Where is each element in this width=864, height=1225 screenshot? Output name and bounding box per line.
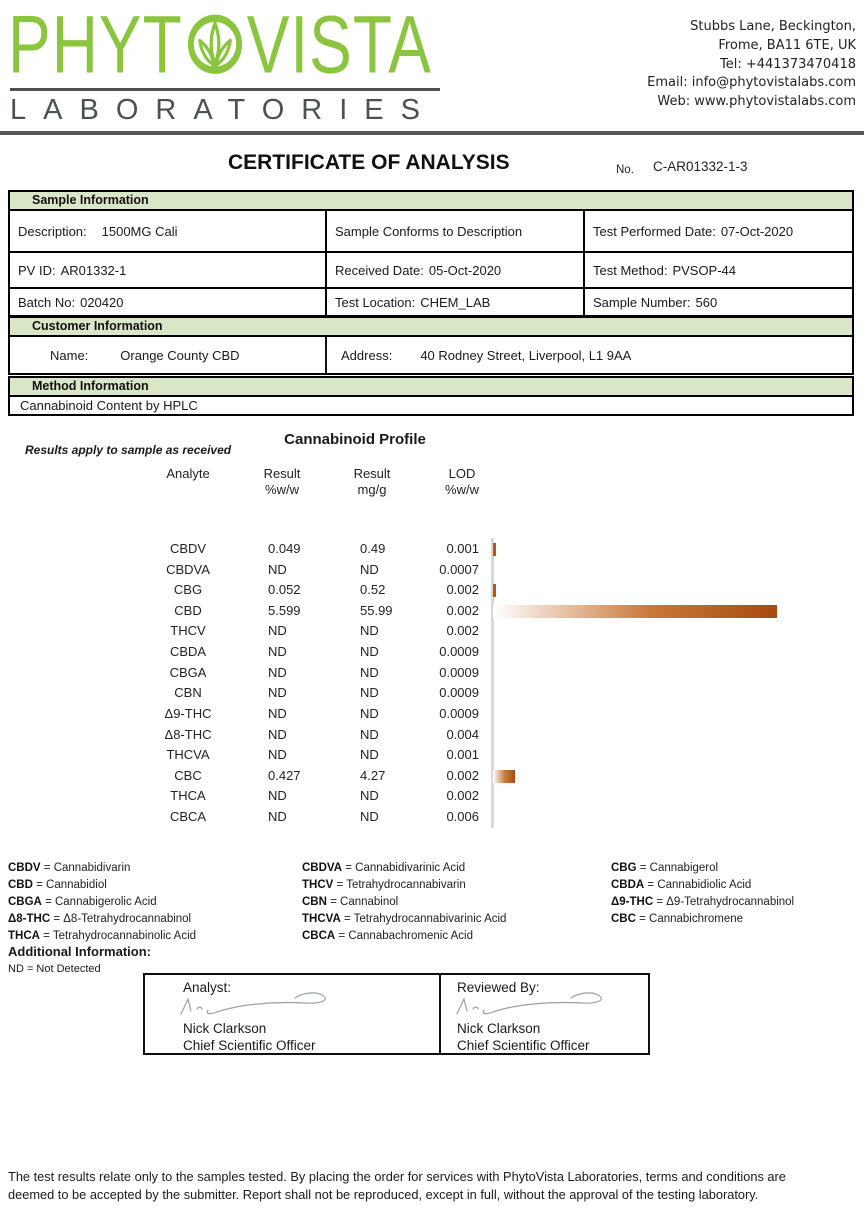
nd-not-detected-note: ND = Not Detected <box>8 963 101 975</box>
result-mgg-value: ND <box>360 788 379 804</box>
profile-row-CBDVA <box>0 562 864 582</box>
profile-row-THCA <box>0 788 864 808</box>
test-performed-date-value: 07-Oct-2020 <box>720 223 794 239</box>
column-header-analyte-line1: Analyte <box>166 466 210 481</box>
analyte-name: CBC <box>174 767 202 783</box>
lod-value: 0.0009 <box>439 664 479 680</box>
lab-contact-info <box>647 18 856 112</box>
column-header-analyte <box>140 466 236 482</box>
customer-name-cell <box>10 337 325 373</box>
abbreviation-name: = Cannabidiolic Acid <box>644 878 752 891</box>
abbreviation-name: = Tetrahydrocannabivarin <box>333 878 466 891</box>
abbreviation-key-column-3 <box>611 860 794 928</box>
profile-row-CBDA <box>0 644 864 664</box>
lod-value: 0.0009 <box>439 644 479 660</box>
conforms-cell <box>325 211 583 251</box>
abbreviation-code: Δ8-THC <box>8 912 51 925</box>
result-pct-value: 0.049 <box>268 541 301 556</box>
abbreviation-THCVA <box>302 911 506 928</box>
customer-address-label: Address: <box>341 347 393 363</box>
profile-row-CBC <box>0 768 864 788</box>
result-bar-CBG <box>493 584 496 597</box>
lod-value: 0.0009 <box>439 705 479 721</box>
lod-value: 0.001 <box>446 747 479 763</box>
abbreviation-name: = Cannabidiol <box>32 878 107 891</box>
certificate-number: C-AR01332-1-3 <box>653 159 748 174</box>
test-method-value: PVSOP-44 <box>672 262 737 278</box>
contact-line-4: Email: info@phytovistalabs.com <box>647 75 856 91</box>
analyst-signature-icon <box>175 990 355 1020</box>
abbreviation-code: CBCA <box>302 929 336 942</box>
description-label: Description: <box>18 223 87 239</box>
abbreviation-name: = Cannabidivarinic Acid <box>342 862 466 874</box>
reviewed-by-label: Reviewed By: <box>457 980 540 995</box>
method-information-table <box>8 376 854 416</box>
abbreviation-CBC <box>611 911 794 928</box>
sample-number-cell <box>583 287 852 315</box>
logo-subtitle-laboratories: LABORATORIES <box>10 88 440 127</box>
column-header-lod <box>430 466 494 498</box>
result-pct-value: ND <box>268 747 287 763</box>
test-location-label: Test Location: <box>335 294 416 310</box>
analyte-name: CBCA <box>169 809 207 825</box>
result-pct-value: ND <box>268 664 287 680</box>
result-mgg-value: ND <box>360 747 379 763</box>
abbreviation-code: CBC <box>611 912 636 925</box>
page-title: CERTIFICATE OF ANALYSIS <box>228 151 510 174</box>
analyte-name: CBDVA <box>166 561 210 577</box>
result-mgg-value: ND <box>360 623 379 639</box>
abbreviation-code: CBD <box>8 878 33 891</box>
abbreviation-name: = Cannabigerol <box>636 862 719 874</box>
result-mgg-value: ND <box>360 726 379 742</box>
abbreviation-CBDA <box>611 877 794 894</box>
abbreviation-CBGA <box>8 894 196 911</box>
test-performed-date-label: Test Performed Date: <box>593 223 716 239</box>
phytovista-logo <box>8 0 432 91</box>
lod-value: 0.002 <box>446 767 479 783</box>
abbreviation-CBN <box>302 894 506 911</box>
analyte-name: Δ9-THC <box>164 705 212 721</box>
profile-row-CBGA <box>0 665 864 685</box>
lod-value: 0.006 <box>446 809 479 825</box>
column-header-result-mgg <box>340 466 404 498</box>
abbreviation-name: = Tetrahydrocannabinolic Acid <box>39 929 197 942</box>
signature-box <box>143 973 650 1055</box>
sample-information-heading: Sample Information <box>10 192 852 211</box>
abbreviation-code: THCA <box>8 929 40 942</box>
analyte-name: THCVA <box>166 747 210 763</box>
cannabinoid-profile-title: Cannabinoid Profile <box>284 431 426 448</box>
profile-row-CBN <box>0 685 864 705</box>
batch-no-value: 020420 <box>80 294 124 310</box>
analyst-label: Analyst: <box>183 980 232 995</box>
sample-information-grid <box>10 211 852 315</box>
column-header-result-pct-line1: Result <box>263 466 301 481</box>
abbreviation-code: THCVA <box>302 912 341 925</box>
additional-information-heading: Additional Information: <box>8 944 151 959</box>
customer-name-label: Name: <box>50 347 89 363</box>
abbreviation-code: CBN <box>302 895 327 908</box>
result-pct-value: 0.427 <box>268 767 301 783</box>
abbreviation-name: = Tetrahydrocannabivarinic Acid <box>340 912 507 925</box>
column-header-result-mgg-line2: mg/g <box>357 482 387 497</box>
abbreviation-code: Δ9-THC <box>611 895 654 908</box>
result-mgg-value: ND <box>360 685 379 701</box>
abbreviation-code: CBDA <box>611 878 645 891</box>
column-header-result-pct-line2: %w/w <box>265 482 299 497</box>
analyst-role: Chief Scientific Officer <box>183 1038 316 1053</box>
test-performed-date-cell <box>583 211 852 251</box>
abbreviation-CBDVA <box>302 860 506 877</box>
pv-id-label: PV ID: <box>18 262 56 278</box>
abbreviation-code: CBDVA <box>302 862 343 874</box>
contact-line-2: Frome, BA11 6TE, UK <box>718 37 856 53</box>
result-bar-CBDV <box>493 543 496 556</box>
contact-line-5: Web: www.phytovistalabs.com <box>657 94 856 110</box>
sample-number-label: Sample Number: <box>593 294 691 310</box>
abbreviation-name: = Δ8-Tetrahydrocannabinol <box>50 912 192 925</box>
result-pct-value: ND <box>268 685 287 701</box>
lod-value: 0.002 <box>446 623 479 639</box>
abbreviation-name: = Δ9-Tetrahydrocannabinol <box>653 895 795 908</box>
profile-row-THCV <box>0 623 864 643</box>
result-pct-value: ND <box>268 644 287 660</box>
test-method-label: Test Method: <box>593 262 668 278</box>
abbreviation-name: = Cannabigerolic Acid <box>41 895 157 908</box>
result-pct-value: ND <box>268 705 287 721</box>
result-mgg-value: ND <box>360 644 379 660</box>
abbreviation-CBCA <box>302 928 506 945</box>
result-bar-CBC <box>493 770 515 783</box>
abbreviation-code: CBDV <box>8 862 41 874</box>
abbreviation-THCA <box>8 928 196 945</box>
batch-no-cell <box>10 287 325 315</box>
leaf-in-circle-icon <box>187 14 243 75</box>
abbreviation-name: = Cannabinol <box>326 895 399 908</box>
lod-value: 0.001 <box>446 541 479 556</box>
analyst-name: Nick Clarkson <box>183 1021 267 1036</box>
result-pct-value: 5.599 <box>268 602 301 618</box>
reviewer-role: Chief Scientific Officer <box>457 1038 590 1053</box>
sample-information-table <box>8 190 854 317</box>
analyte-name: CBDA <box>169 644 207 660</box>
result-pct-value: ND <box>268 726 287 742</box>
disclaimer-line-1: The test results relate only to the samples tested. By placing the order for services with PhytoVista Laboratories, terms and conditions are <box>8 1169 786 1184</box>
result-pct-value: ND <box>268 561 287 577</box>
lod-value: 0.002 <box>446 602 479 618</box>
analyte-name: Δ8-THC <box>164 726 212 742</box>
abbreviation-Δ8-THC <box>8 911 196 928</box>
result-pct-value: ND <box>268 809 287 825</box>
received-date-value: 05-Oct-2020 <box>428 262 502 278</box>
analyte-name: THCV <box>170 623 206 639</box>
received-date-cell <box>325 251 583 287</box>
result-mgg-value: 0.52 <box>360 582 386 598</box>
abbreviation-THCV <box>302 877 506 894</box>
analyte-name: CBDV <box>169 541 207 556</box>
analyte-name: CBD <box>174 602 202 618</box>
result-mgg-value: ND <box>360 705 379 721</box>
pv-id-cell <box>10 251 325 287</box>
reviewer-signature-icon <box>451 990 631 1020</box>
pv-id-value: AR01332-1 <box>60 262 127 278</box>
method-information-heading: Method Information <box>10 378 852 397</box>
lod-value: 0.0007 <box>439 561 479 577</box>
abbreviation-CBG <box>611 860 794 877</box>
results-note: Results apply to sample as received <box>25 443 232 457</box>
abbreviation-name: = Cannabidivarin <box>40 862 131 874</box>
reviewer-signature-column <box>439 975 648 1053</box>
method-value: Cannabinoid Content by HPLC <box>20 398 198 413</box>
abbreviation-Δ9-THC <box>611 894 794 911</box>
contact-line-3: Tel: +441373470418 <box>720 56 856 72</box>
test-location-cell <box>325 287 583 315</box>
customer-address-value: 40 Rodney Street, Liverpool, L1 9AA <box>420 347 632 363</box>
profile-row-Δ8-THC <box>0 727 864 747</box>
analyte-name: CBGA <box>169 664 207 680</box>
abbreviation-code: THCV <box>302 878 334 891</box>
reviewer-name: Nick Clarkson <box>457 1021 541 1036</box>
lod-value: 0.002 <box>446 788 479 804</box>
analyte-name: CBN <box>174 685 202 701</box>
disclaimer-line-2: deemed to be accepted by the submitter. Report shall not be reproduced, except in full, without the approval of the testing laboratory. <box>8 1186 759 1202</box>
certificate-no-label: No. <box>616 164 634 176</box>
abbreviation-CBDV <box>8 860 196 877</box>
result-pct-value: ND <box>268 788 287 804</box>
lod-value: 0.0009 <box>439 685 479 701</box>
analyte-name: CBG <box>173 582 203 598</box>
analyte-name: THCA <box>170 788 206 804</box>
result-mgg-value: 55.99 <box>360 602 393 618</box>
description-value: 1500MG Cali <box>101 223 178 239</box>
result-pct-value: 0.052 <box>268 582 301 598</box>
profile-row-Δ9-THC <box>0 706 864 726</box>
result-mgg-value: ND <box>360 809 379 825</box>
logo-text-phyt: PHYT <box>8 0 183 91</box>
profile-row-CBDV <box>0 541 864 561</box>
conforms-value: Sample Conforms to Description <box>335 223 523 239</box>
disclaimer-text <box>8 1168 848 1203</box>
abbreviation-name: = Cannabichromene <box>635 912 744 925</box>
lod-value: 0.002 <box>446 582 479 598</box>
contact-line-1: Stubbs Lane, Beckington, <box>690 19 856 34</box>
batch-no-label: Batch No: <box>18 294 76 310</box>
customer-information-heading: Customer Information <box>10 318 852 337</box>
column-header-result-mgg-line1: Result <box>353 466 391 481</box>
sample-number-value: 560 <box>695 294 718 310</box>
abbreviation-code: CBGA <box>8 895 42 908</box>
test-method-cell <box>583 251 852 287</box>
customer-address-cell <box>325 337 852 373</box>
profile-row-THCVA <box>0 747 864 767</box>
logo-text-vista: VISTA <box>246 0 432 91</box>
column-header-lod-line1: LOD <box>448 466 476 481</box>
abbreviation-code: CBG <box>611 862 637 874</box>
abbreviation-name: = Cannabachromenic Acid <box>335 929 473 942</box>
header-divider-bar <box>0 131 864 135</box>
description-cell <box>10 211 325 251</box>
result-mgg-value: ND <box>360 664 379 680</box>
result-mgg-value: 4.27 <box>360 767 386 783</box>
abbreviation-CBD <box>8 877 196 894</box>
customer-name-value: Orange County CBD <box>120 347 240 363</box>
customer-information-table <box>8 316 854 375</box>
result-pct-value: ND <box>268 623 287 639</box>
column-header-lod-line2: %w/w <box>445 482 479 497</box>
result-mgg-value: ND <box>360 561 379 577</box>
column-header-result-pct <box>250 466 314 498</box>
abbreviation-key-column-2 <box>302 860 506 945</box>
result-mgg-value: 0.49 <box>360 541 386 556</box>
profile-row-CBCA <box>0 809 864 829</box>
profile-row-CBG <box>0 582 864 602</box>
customer-information-row <box>10 337 852 373</box>
analyst-signature-column <box>145 975 439 1053</box>
result-bar-CBD <box>493 605 777 618</box>
test-location-value: CHEM_LAB <box>420 294 491 310</box>
abbreviation-key-column-1 <box>8 860 196 945</box>
lod-value: 0.004 <box>446 726 479 742</box>
received-date-label: Received Date: <box>335 262 424 278</box>
